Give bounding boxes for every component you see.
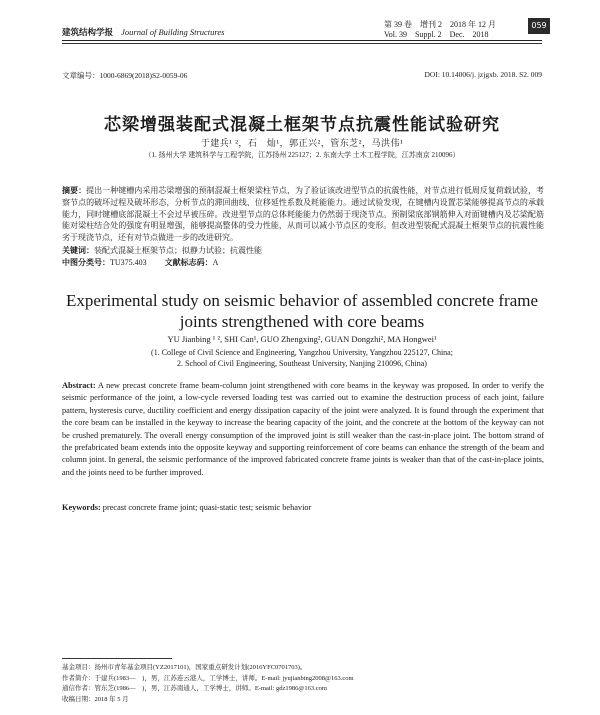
footnotes	[62, 663, 542, 705]
keywords-cn-label: 关键词：	[62, 246, 94, 255]
footnote-rule	[62, 658, 172, 659]
keywords-cn-text: 装配式混凝土框架节点；拟静力试验；抗震性能	[94, 246, 262, 255]
abstract-en-label: Abstract:	[62, 381, 96, 390]
affiliations-en	[62, 347, 542, 369]
running-header-left	[62, 26, 224, 38]
doi: DOI: 10.14006/j. jzjgxb. 2018. S2. 009	[424, 70, 542, 79]
footnote-author: 作者简介：于建兵(1983— )，男，江苏连云港人，工学博士，讲师。E-mail: jyujianbing2008@163.com	[62, 674, 354, 682]
classification	[62, 257, 218, 268]
authors-en: YU Jianbing ¹ ², SHI Can¹, GUO Zhengxing², GUAN Dongzhi², MA Hongwei¹	[167, 334, 437, 344]
affiliations-cn: （1. 扬州大学 建筑科学与工程学院，江苏扬州 225127；2. 东南大学 土木工程学院，江苏南京 210096）	[144, 151, 460, 159]
keywords-en	[62, 503, 311, 512]
abstract-cn-text: 提出一种键槽内采用芯梁增强的预制混凝土框架梁柱节点，为了验证该改进型节点的抗震性能，对节点进行低周反复荷载试验，考察节点的破坏过程及破坏形态，分析节点的滞回曲线、位移延性系数及耗能能力。通过试验发现，在键槽内设置芯梁能够提高节点的承载能力，同时键槽底部混凝土不会过早被压碎。改进型节点的总体耗能能力仍然弱于现浇节点。预制梁底部钢筋伸入对面键槽内及芯梁配筋能对梁柱结合处的强度有明显增强，能够提高整体的受力性能，从而可以减小节点区的变形。但改进型装配式混凝土框架节点的抗震性能劣于现浇节点，还有对节点做进一步的改进研究。	[62, 186, 545, 243]
clc-label: 中图分类号：	[62, 258, 110, 267]
abstract-cn-label: 摘要：	[62, 186, 87, 195]
page-number-badge: 059	[528, 18, 550, 34]
journal-name-en: Journal of Building Structures	[121, 27, 225, 37]
volume-line: 第 39 卷 增刊 2 2018 年 12 月	[384, 20, 496, 29]
title-cn: 芯梁增强装配式混凝土框架节点抗震性能试验研究	[104, 115, 500, 135]
keywords-en-text: precast concrete frame joint; quasi-static test; seismic behavior	[102, 503, 312, 512]
affiliation-en-1: (1. College of Civil Science and Engineering, Yangzhou University, Yangzhou 225127, China;	[151, 348, 453, 357]
keywords-cn	[62, 245, 262, 256]
article-number: 文章编号：1000-6869(2018)S2-0059-06	[62, 71, 188, 80]
volume-line-en: Vol. 39 Suppl. 2 Dec. 2018	[384, 30, 489, 39]
title-en: Experimental study on seismic behavior of assembled concrete frame joints strengthened with core beams	[65, 291, 539, 331]
journal-name-cn: 建筑结构学报	[62, 27, 114, 37]
keywords-en-label: Keywords:	[62, 503, 101, 512]
doc-code-label: 文献标志码：	[164, 258, 213, 267]
abstract-cn	[62, 185, 544, 244]
footnote-received: 收稿日期：2018 年 5 月	[62, 695, 129, 703]
clc-code: TU375.403	[110, 258, 147, 267]
authors-cn: 于建兵¹ ²，石 灿¹，郭正兴²，管东芝²，马洪伟¹	[200, 138, 404, 148]
footnote-corresponding: 通信作者：管东芝(1986— )，男，江苏南通人，工学博士，讲师。E-mail: gdz1986@163.com	[62, 685, 327, 692]
affiliation-en-2: 2. School of Civil Engineering, Southeast University, Nanjing 210096, China)	[177, 359, 427, 368]
abstract-en	[62, 380, 544, 479]
running-header-right	[384, 20, 536, 40]
header-rule-thin	[62, 43, 542, 44]
footnote-funding: 基金项目：扬州市青年基金项目(YZ2017101)，国家重点研发计划(2016YFC0701703)。	[62, 664, 307, 671]
doc-code: A	[212, 258, 219, 267]
header-rule	[62, 40, 542, 41]
abstract-en-text: A new precast concrete frame beam-column joint strengthened with core beams in the keyway was proposed. In order to verify the seismic performance of the joint, a low-cycle reversed loading test was carried out to examine the destruction process of each joint, failure pattern, hysteresis curve, ductility coefficient and energy dissipation capacity of the joint were analyzed. It is found through the experiment that the core beam can be installed in the keyway to increase the bearing capacity of the joint, and the concrete at the bottom of the keyway can not be crushed prematurely. The overall energy consumption of the improved joint is still weaker than the cast-in-place joint. The bottom strand of the prefabricated beam extends into the opposite keyway and supporting reinforcement of core beams can enhance the strength of the beam and column joint. In general, the seismic performance of the improved fabricated concrete frame joints is weaker than that of the cast-in-place joints, and the joints need to be further improved.	[62, 381, 544, 477]
